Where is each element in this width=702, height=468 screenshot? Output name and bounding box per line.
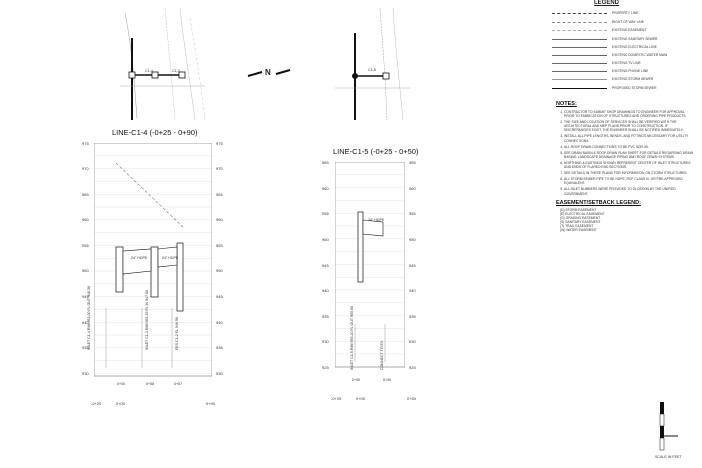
easement-item: (D) STORM EASEMENT — [560, 207, 597, 212]
elevation-tick: 930 — [409, 339, 416, 344]
elevation-tick: 940 — [322, 288, 329, 293]
elevation-tick: 960 — [322, 186, 329, 191]
structure-label: FES C1-2 FL 946.90 — [175, 317, 179, 350]
elevation-tick: 945 — [322, 263, 329, 268]
legend-title: LEGEND — [594, 0, 620, 6]
elevation-tick: 925 — [322, 365, 329, 370]
legend-item: RIGHT OF WAY LINE — [552, 18, 692, 28]
easement-item: (E) ELECTRICAL EASEMENT — [560, 211, 605, 216]
station-label: 0+50 — [407, 396, 417, 401]
plan-label: C1-3 — [172, 69, 180, 73]
note-item: 6. NORTHING & EASTINGS SHOWN REPRESENT CENTER OF INLET STRUCTURES AND ENDS OF FLARED END SECTIONS. — [564, 161, 694, 169]
structure-label: INLET C1-5 RIM 955.20 FL OUT 950.60 — [350, 305, 354, 370]
note-item: 1. CONTRACTOR TO SUBMIT SHOP DRAWINGS TO ENGINEER FOR APPROVAL PRIOR TO FABRICATION OF STRUCTURES AND ORDERING PIPE PRODUCTS. — [564, 110, 694, 118]
elevation-tick: 975 — [82, 141, 89, 146]
elevation-tick: 950 — [216, 268, 223, 273]
elevation-tick: 935 — [322, 314, 329, 319]
legend-item: EXISTING SANITARY SEWER — [552, 35, 692, 45]
note-item: 7. SEE DETAILS IN THESE PLANS FOR INFORMATION ON STORM STRUCTURES. — [564, 171, 694, 175]
elevation-tick: 930 — [322, 339, 329, 344]
elevation-tick: 940 — [409, 288, 416, 293]
elevation-tick: 965 — [409, 160, 416, 165]
station-tick: 0+30 — [383, 378, 392, 382]
elevation-tick: 955 — [82, 243, 89, 248]
profile-grid — [335, 162, 405, 369]
note-item: 3. INSTALL ALL PIPE LENGTHS, BENDS, AND FITTINGS NECESSARY FOR UTILITY CONNECTIONS. — [564, 134, 694, 142]
structure-label: INLET C1-4 RIM 952.00 FL OUT 948.56 — [87, 285, 91, 350]
elevation-tick: 960 — [82, 217, 89, 222]
elevation-tick: 955 — [322, 211, 329, 216]
legend-item: PROPERTY LINE — [552, 9, 692, 19]
note-item: 9. ALL INLET NUMBERS WERE PROVIDED TO GLOSSON BY THE UNIFIED GOVERNMENT. — [564, 187, 694, 195]
elevation-tick: 970 — [82, 166, 89, 171]
elevation-tick: 975 — [216, 141, 223, 146]
profile-grid — [94, 143, 212, 379]
elevation-tick: 950 — [322, 237, 329, 242]
station-tick: 0+00 — [117, 382, 126, 386]
elevation-tick: 970 — [216, 166, 223, 171]
scale-bar-icon — [652, 400, 682, 455]
easement-title: EASEMENT/SETBACK LEGEND: — [556, 199, 641, 206]
elevation-tick: 925 — [409, 365, 416, 370]
station-label: 0+00 — [116, 401, 126, 406]
station-label: 0+00 — [356, 396, 366, 401]
notes-title: NOTES: — [556, 101, 577, 107]
elevation-tick: 950 — [409, 237, 416, 242]
profile-title: LINE-C1-5 (-0+25 - 0+50) — [333, 147, 419, 156]
easement-item: (S) SANITARY EASEMENT — [560, 219, 601, 224]
station-tick: 0+58 — [146, 382, 155, 386]
legend-item: EXISTING DOMESTIC WATER MAIN — [552, 51, 692, 61]
pipe-label: 24" HDPE — [368, 218, 385, 222]
elevation-tick: 945 — [82, 294, 89, 299]
legend-item: PROPOSED STORM SEWER — [552, 84, 692, 94]
easement-item: (G) GRADING EASEMENT — [560, 215, 601, 220]
note-item: 2. THE SIZE AND LOCATION OF SERVICES SHALL BE VERIFIED WITH THE ARCHITECTURAL AND MEP PLANS PRIOR TO CONSTRUCTION. IF DISCREPANCIES EXIST, THE ENGINEER SHALL BE NOTIFIED IMMEDIATELY. — [564, 120, 694, 132]
legend-item: EXISTING EASEMENT — [552, 26, 692, 36]
elevation-tick: 965 — [82, 192, 89, 197]
station-label: -0+25 — [331, 396, 342, 401]
elevation-tick: 945 — [216, 294, 223, 299]
elevation-tick: 935 — [216, 345, 223, 350]
pipe-label: 24" HDPE — [131, 256, 148, 260]
elevation-tick: 960 — [216, 217, 223, 222]
legend-item: EXISTING PHONE LINE — [552, 67, 692, 77]
plan-label: C1-4 — [145, 69, 153, 73]
elevation-tick: 955 — [216, 243, 223, 248]
station-tick: 0+00 — [352, 378, 361, 382]
elevation-tick: 945 — [409, 263, 416, 268]
legend-item: EXISTING STORM SEWER — [552, 75, 692, 85]
elevation-tick: 965 — [322, 160, 329, 165]
note-item: 8. ALL STORM SEWER PIPE TO BE HDPE, RCP CLASS III, OR PRE-APPROVED EQUIVALENT. — [564, 177, 694, 185]
elevation-tick: 930 — [82, 371, 89, 376]
structure-label: CONNECT TO EX — [380, 340, 384, 370]
station-tick: 0+87 — [174, 382, 183, 386]
station-label: 0+90 — [206, 401, 216, 406]
elevation-tick: 935 — [409, 314, 416, 319]
station-label: -0+25 — [91, 401, 102, 406]
structure-label: INLET C1-3 RIM 953.45 FL IN 947.80 — [145, 289, 149, 350]
profile-title: LINE-C1-4 (-0+25 - 0+90) — [112, 128, 198, 137]
plan-view-left — [105, 8, 220, 120]
elevation-tick: 950 — [82, 268, 89, 273]
scale-label: SCALE IN FEET — [655, 455, 682, 459]
plan-label: C1-5 — [368, 68, 376, 72]
elevation-tick: 930 — [216, 371, 223, 376]
legend-item: EXISTING ELECTRICAL LINE — [552, 43, 692, 53]
elevation-tick: 940 — [216, 320, 223, 325]
elevation-tick: 940 — [82, 320, 89, 325]
notes-panel — [556, 101, 694, 232]
easement-item: (T) TRAIL EASEMENT — [560, 223, 594, 228]
north-arrow-label: N — [265, 68, 271, 77]
legend-panel — [552, 0, 697, 95]
elevation-tick: 935 — [82, 345, 89, 350]
easement-item: (W) WATER EASEMENT — [560, 228, 597, 233]
elevation-tick: 960 — [409, 186, 416, 191]
note-item: 5. SEE DRAIN BASIN & ROOF DRAIN PLAN SHEET FOR DETAILS REGARDING DRAIN BASINS, LANDSCAPE DRAINAGE PIPING AND ROOF DRAIN SYSTEMS. — [564, 151, 694, 159]
note-item: 4. ALL ROOF DRAIN CONNECTIONS TO BE PVC SDR-35. — [564, 145, 694, 149]
elevation-tick: 965 — [216, 192, 223, 197]
legend-item: EXISTING TV LINE — [552, 59, 692, 69]
pipe-label: 24" HDPE — [162, 256, 179, 260]
elevation-tick: 955 — [409, 211, 416, 216]
plan-view-right — [325, 8, 415, 120]
